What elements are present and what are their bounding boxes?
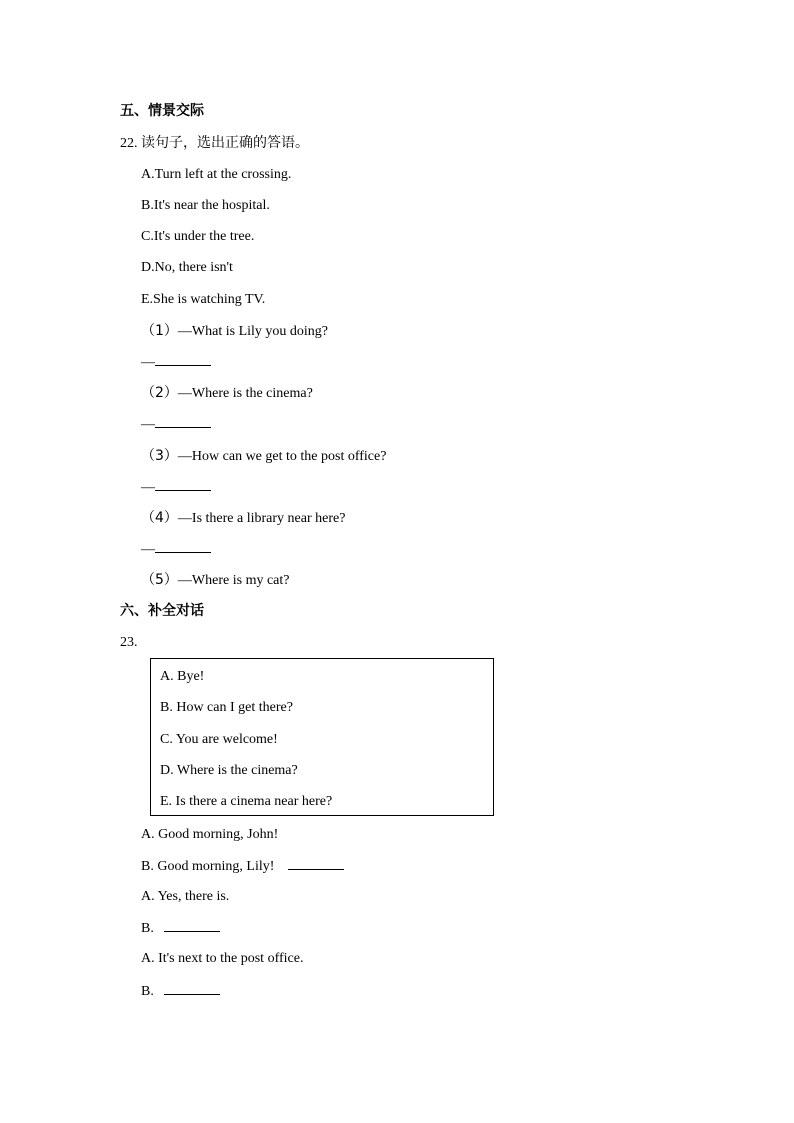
- option-c: C.It's under the tree.: [141, 229, 255, 244]
- dialogue-line-4: [141, 919, 220, 938]
- box-option-e: E. Is there a cinema near here?: [160, 794, 333, 809]
- dialogue-blank-2[interactable]: [164, 919, 220, 932]
- section-5-heading: 五、情景交际: [120, 103, 204, 119]
- answer-3-dash: —: [141, 480, 155, 495]
- dialogue-line-2-text: B. Good morning, Lily!: [141, 859, 275, 874]
- box-option-a: A. Bye!: [160, 669, 205, 684]
- answer-4-blank[interactable]: [155, 540, 211, 553]
- dialogue-blank-1[interactable]: [288, 857, 344, 870]
- question-3-number: （3）: [141, 448, 178, 464]
- question-2-number: （2）: [141, 385, 178, 401]
- question-2: [141, 384, 313, 403]
- answer-1-blank[interactable]: [155, 353, 211, 366]
- dialogue-line-1: A. Good morning, John!: [141, 827, 279, 842]
- answer-2-dash: —: [141, 417, 155, 432]
- dialogue-line-6: [141, 982, 220, 1001]
- option-b: B.It's near the hospital.: [141, 198, 270, 213]
- dialogue-line-4-text: B.: [141, 921, 154, 936]
- question-4-number: （4）: [141, 510, 178, 526]
- question-5: [141, 571, 289, 590]
- options-box: [150, 658, 494, 816]
- answer-1-dash: —: [141, 355, 155, 370]
- question-3-text: —How can we get to the post office?: [177, 449, 387, 464]
- option-d: D.No, there isn't: [141, 260, 233, 275]
- answer-3-blank[interactable]: [155, 478, 211, 491]
- question-2-text: —Where is the cinema?: [177, 386, 313, 401]
- question-4: [141, 509, 345, 528]
- answer-1: [141, 353, 211, 372]
- dialogue-line-6-text: B.: [141, 984, 154, 999]
- answer-2-blank[interactable]: [155, 415, 211, 428]
- dialogue-line-2: [141, 857, 344, 876]
- answer-4: [141, 540, 211, 559]
- answer-3: [141, 478, 211, 497]
- question-22-instruction: 读句子，选出正确的答语。: [141, 135, 309, 151]
- question-1-number: （1）: [141, 323, 178, 339]
- dialogue-blank-3[interactable]: [164, 982, 220, 995]
- question-3: [141, 447, 386, 466]
- question-23-number: 23.: [120, 635, 138, 650]
- option-a: A.Turn left at the crossing.: [141, 167, 292, 182]
- question-1: [141, 322, 328, 341]
- box-option-b: B. How can I get there?: [160, 700, 293, 715]
- answer-2: [141, 415, 211, 434]
- question-5-number: （5）: [141, 572, 178, 588]
- question-22-number: 22.: [120, 136, 138, 151]
- box-option-d: D. Where is the cinema?: [160, 763, 298, 778]
- question-4-text: —Is there a library near here?: [177, 511, 346, 526]
- dialogue-line-5: A. It's next to the post office.: [141, 951, 304, 966]
- question-22-header: [120, 134, 309, 153]
- answer-4-dash: —: [141, 542, 155, 557]
- box-option-c: C. You are welcome!: [160, 732, 278, 747]
- option-e: E.She is watching TV.: [141, 292, 266, 307]
- dialogue-line-3: A. Yes, there is.: [141, 889, 230, 904]
- question-5-text: —Where is my cat?: [177, 573, 290, 588]
- section-6-heading: 六、补全对话: [120, 603, 204, 619]
- question-1-text: —What is Lily you doing?: [177, 324, 329, 339]
